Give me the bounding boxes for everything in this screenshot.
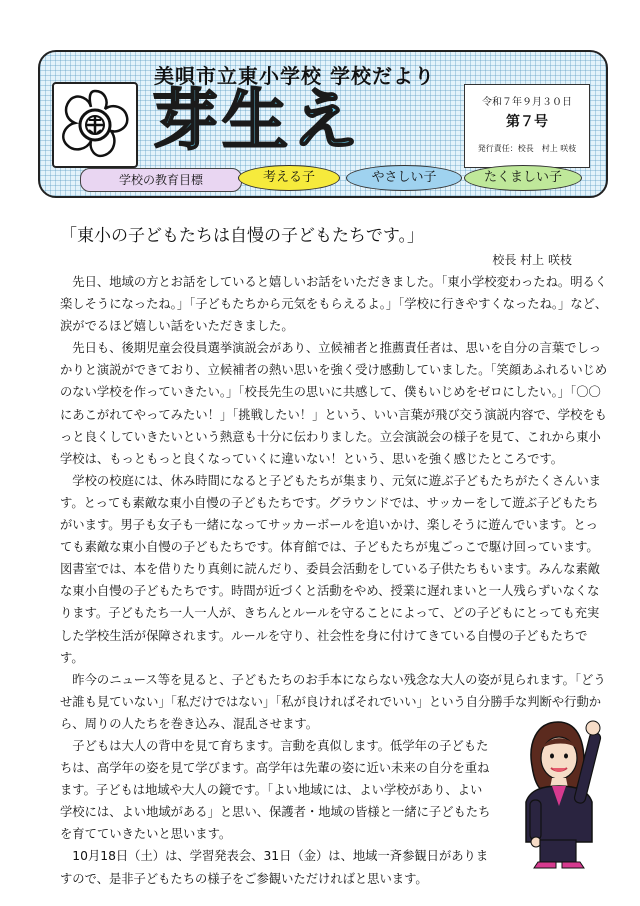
school-name: 美唄市立東小学校 学校だより (154, 64, 435, 88)
paragraph: 子どもは大人の背中を見て育ちます。言動を真似します。低学年の子どもたちは、高学年の姿を見て学びます。高学年は先輩の姿に近い未来の自分を重ねます。子どもは地域や大人の鏡です。「よい地域には、よい学校があり、よい学校には、よい地域がある」と思い、保護者・地域の皆様と一緒に子どもたちを育てていきたいと思います。 (60, 738, 491, 842)
issue-info-box (464, 84, 590, 168)
newsletter-title: 芽生え (152, 82, 362, 159)
article-author: 校長 村上 咲枝 (492, 253, 572, 267)
goal-thinking: 考える子 (238, 165, 340, 191)
goal-kind: やさしい子 (346, 165, 462, 191)
newsletter-header (38, 50, 608, 198)
paragraph: 学校の校庭には、休み時間になると子どもたちが集まり、元気に遊ぶ子どもたちがたくさんいます。とっても素敵な東小自慢の子どもたちです。グラウンドでは、サッカーをして遊ぶ子どもたちがいます。男子も女子も一緒になってサッカーボールを追いかけ、楽しそうに遊んでいます。とっても素敵な東小自慢の子どもたちです。体育館では、子どもたちが鬼ごっこで駆け回っています。図書室では、本を借りたり真剣に読んだり、委員会活動をしている子供たちもいます。みんな素敵な東小自慢の子どもたちです。時間が近づくと活動をやめ、授業に遅れまいと一人残らずいなくなります。子どもたち一人一人が、きちんとルールを守ることによって、どの子どもにとっても充実した学校生活が保障されます。ルールを守り、社会性を身に付けてきている自慢の子どもたちです。 (60, 473, 602, 665)
publisher: 発行責任：校長 村上 咲枝 (477, 144, 577, 153)
principal-illustration (512, 710, 604, 870)
school-crest-icon (52, 82, 138, 168)
issue-date: 令和７年９月３０日 (482, 97, 572, 108)
education-goals-label: 学校の教育目標 (80, 168, 242, 192)
issue-number: 第７号 (506, 114, 548, 130)
goal-strong: たくましい子 (464, 165, 582, 191)
paragraph: 昨今のニュース等を見ると、子どもたちのお手本にならない残念な大人の姿が見られます。「どうせ誰も見ていない」「私だけではない」「私が良ければそれでいい」という自分勝手な判断や行動から、周りの人たちを巻き込み、混乱させます。 (60, 672, 606, 731)
paragraph: 10月18日（土）は、学習発表会、31日（金）は、地域一斉参観日がありますので、是非子どもたちの様子をご参観いただければと思います。 (60, 849, 489, 886)
article-headline: 「東小の子どもたちは自慢の子どもたちです。」 (60, 226, 424, 246)
paragraph: 先日も、後期児童会役員選挙演説会があり、立候補者と推薦責任者は、思いを自分の言葉でしっかりと演説ができており、立候補者の熱い思いを強く受け感動していました。「笑顔あふれるいじめのない学校を作っていきたい。」「校長先生の思いに共感して、僕もいじめをゼロにしたい。」「〇〇にあこがれてやってみたい！」「挑戦したい！」という、いい言葉が飛び交う演説内容で、学校をもっと良くしていきたいという熱意も十分に伝わりました。立会演説会の様子を見て、これから東小学校は、もっともっと良くなっていくに違いない！という、思いを強く感じたところです。 (60, 341, 608, 466)
paragraph: 先日、地域の方とお話をしていると嬉しいお話をいただきました。「東小学校変わったね。明るく楽しそうになったね。」「子どもたちから元気をもらえるよ。」「学校に行きやすくなったね。」など、涙がでるほど嬉しい話をいただきました。 (60, 275, 608, 334)
